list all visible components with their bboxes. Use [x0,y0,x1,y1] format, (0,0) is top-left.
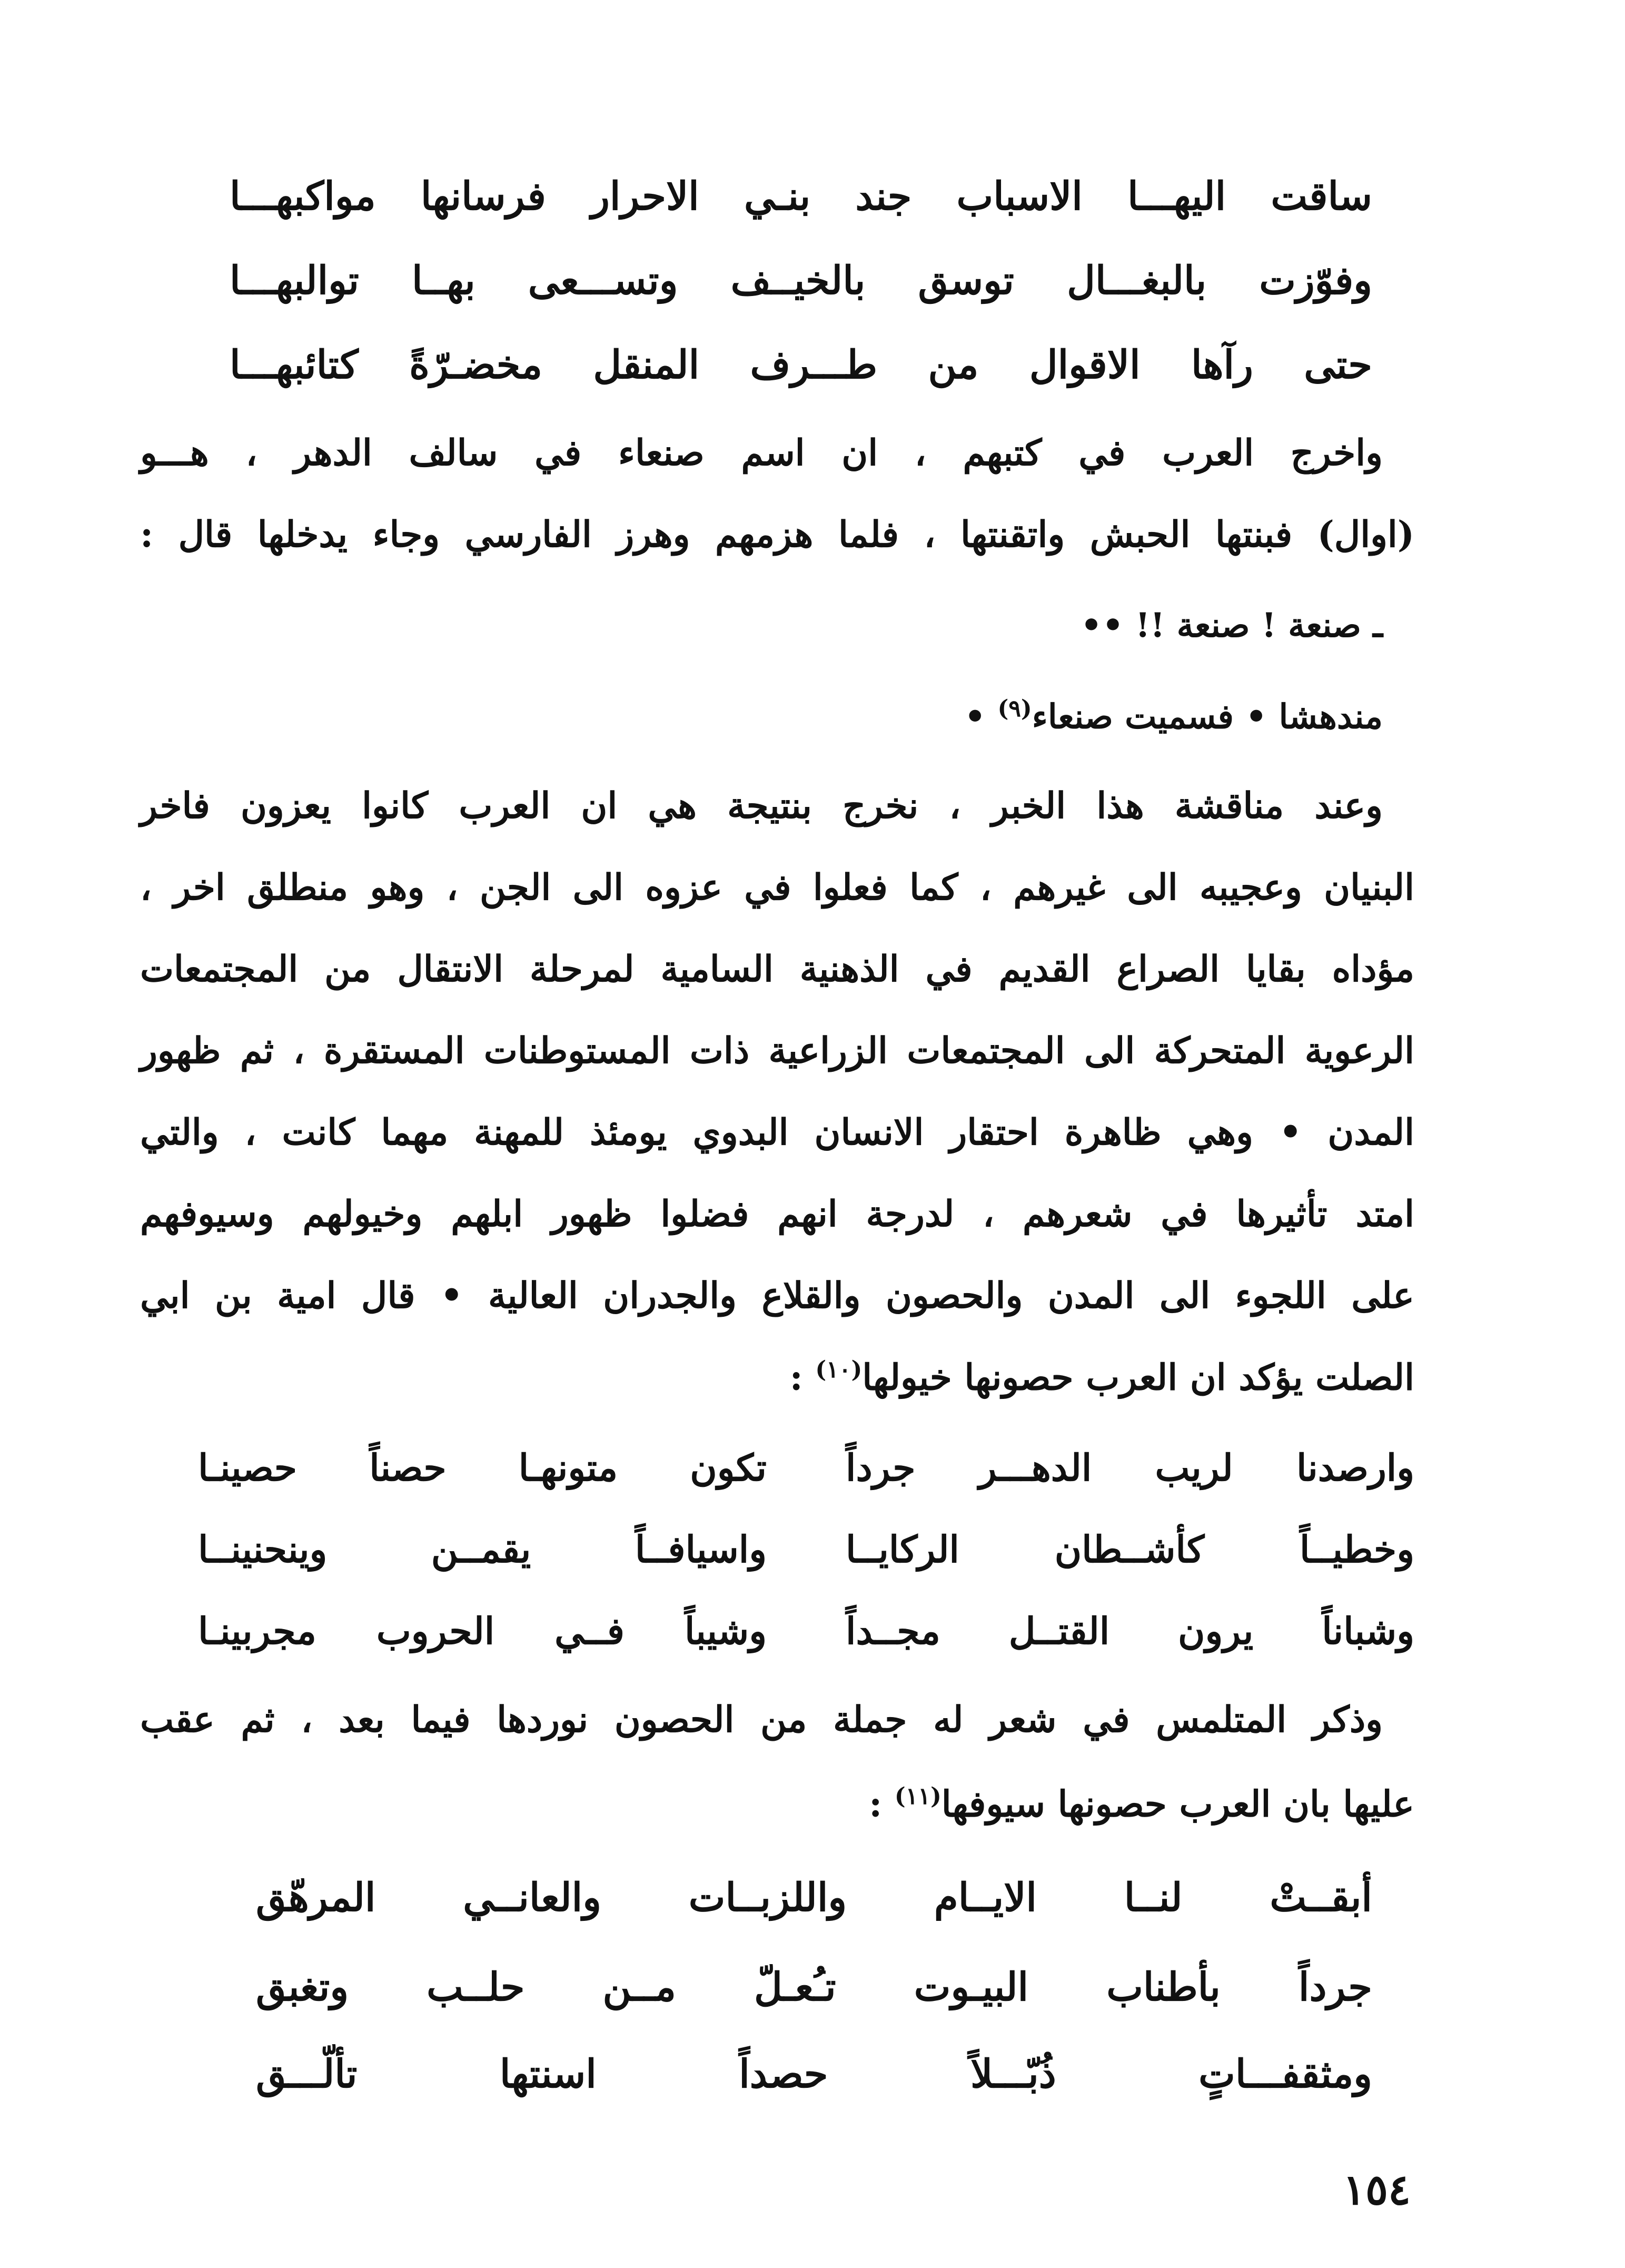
poem3-line-1: أبقــتْ لنــا الايــام واللزبــات والعانــي المرهّق [256,1875,1372,1920]
para3-line-2 [869,1783,1414,1826]
para2-line-6: امتد تأثيرها في شعرهم ، لدرجة انهم فضلوا ظهور ابلهم وخيولهم وسيوفهم [140,1193,1414,1235]
para2-line-5: المدن • وهي ظاهرة احتقار الانسان البدوي يومئذ للمهنة مهما كانت ، والتي [140,1111,1414,1153]
para2-line-8-text: الصلت يؤكد ان العرب حصونها خيولها [862,1356,1414,1399]
para2-line-4: الرعوية المتحركة الى المجتمعات الزراعية ذات المستوطنات المستقرة ، ثم ظهور [140,1030,1414,1072]
poem2-couplet-2 [198,1527,1414,1571]
poem3-line-2: جرداً بأطناب البيـوت تـُعـلّ مــن حلــب وتغبق [256,1965,1372,2010]
footnote-ref-9: (٩) [997,695,1032,722]
poem2-couplet-3-second: وشيباً فــي الحروب مجربينـا [198,1609,767,1653]
para2-line-8-end: : [789,1356,816,1399]
para2-line-7: على اللجوء الى المدن والحصون والقلاع والجدران العالية • قال امية بن ابي [140,1275,1414,1317]
poem2-couplet-1-second: تكون متونهـا حصناً حصينـا [198,1446,767,1490]
poem2-couplet-2-first: وخطيــاً كأشــطان الركايــا [846,1527,1414,1571]
para3-line-2-end: : [869,1783,895,1826]
poem1-line-3: حتى رآها الاقوال من طـــرف المنقل مخضـرّةً كتائبهـــا [230,342,1372,388]
poem2-couplet-1-first: وارصدنا لريب الدهـــر جرداً [846,1446,1414,1490]
poem1-line-1: ساقت اليهـــا الاسباب جند بنـي الاحرار فرسانها مواكبهـــا [230,174,1372,219]
stunned-end: • [964,697,998,737]
para2-line-2: البنيان وعجيبه الى غيرهم ، كما فعلوا في عزوه الى الجن ، وهو منطلق اخر ، [140,866,1414,909]
para1-line-1: واخرج العرب في كتبهم ، ان اسم صنعاء في سالف الدهر ، هـــو [140,432,1383,474]
footnote-ref-10: (١٠) [815,1356,863,1383]
footnote-ref-11: (١١) [894,1783,942,1810]
para1-line-2: (اوال) فبنتها الحبش واتقنتها ، فلما هزمهم وهرز الفارسي وجاء يدخلها قال : [140,514,1414,556]
stunned-line [964,695,1383,736]
poem2-couplet-2-second: واسيافــاً يقمــن وينحنينــا [198,1527,767,1571]
poem2-couplet-3 [198,1609,1414,1653]
poem2-couplet-1 [198,1446,1414,1490]
poem2-couplet-3-first: وشباناً يرون القتــل مجــداً [846,1609,1414,1653]
para2-line-1: وعند مناقشة هذا الخبر ، نخرج بنتيجة هي ان العرب كانوا يعزون فاخر [140,785,1383,827]
page-number: ١٥٤ [1343,2165,1411,2214]
para2-line-8 [790,1356,1414,1399]
stunned-text: مندهشا • فسميت صنعاء [1032,697,1383,737]
para2-line-3: مؤداه بقايا الصراع القديم في الذهنية السامية لمرحلة الانتقال من المجتمعات [140,948,1414,990]
poem3-line-3: ومثقفـــاتٍ ذُبّـــلاً حصداً اسنتها تألّـــق [256,2052,1372,2097]
para3-line-1: وذكر المتلمس في شعر له جملة من الحصون نوردها فيما بعد ، ثم عقب [140,1699,1383,1741]
para3-line-2-text: عليها بان العرب حصونها سيوفها [941,1783,1414,1826]
exclamation-line: ـ صنعة ! صنعة !! •• [1081,606,1383,645]
poem1-line-2: وفوّزت بالبغـــال توسق بالخيــف وتســـعى بهــا توالبهـــا [230,258,1372,303]
